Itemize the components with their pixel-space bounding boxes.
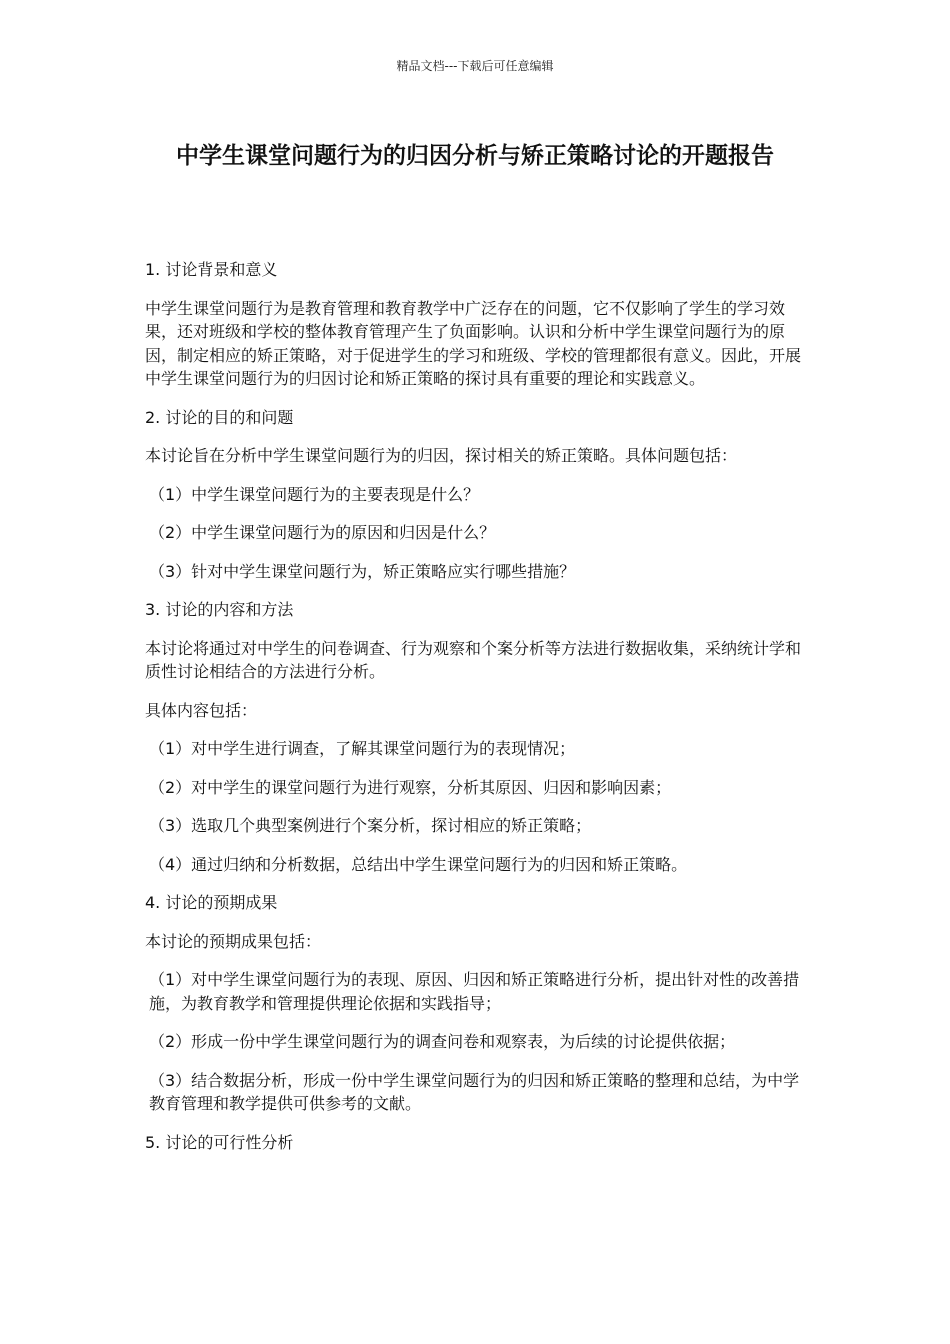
- paragraph-content-intro: 具体内容包括：: [145, 700, 258, 720]
- list-item: （3）针对中学生课堂问题行为，矫正策略应实行哪些措施？: [149, 561, 576, 581]
- list-item: （4）通过归纳和分析数据，总结出中学生课堂问题行为的归因和矫正策略。: [149, 854, 688, 874]
- list-item: （2）形成一份中学生课堂问题行为的调查问卷和观察表，为后续的讨论提供依据；: [149, 1032, 736, 1051]
- list-item: （1）对中学生进行调查，了解其课堂问题行为的表现情况；: [149, 739, 576, 758]
- document-body: [145, 258, 807, 1169]
- section-heading-1: 1. 讨论背景和意义: [145, 260, 278, 279]
- section-heading-2: 2. 讨论的目的和问题: [145, 407, 294, 427]
- list-item: （1）对中学生课堂问题行为的表现、原因、归因和矫正策略进行分析，提出针对性的改善措施，为教育教学和管理提供理论依据和实践指导；: [149, 970, 800, 1013]
- paragraph-method: 本讨论将通过对中学生的问卷调查、行为观察和个案分析等方法进行数据收集，采纳统计学和质性讨论相结合的方法进行分析。: [145, 638, 802, 681]
- paragraph-outcomes-intro: 本讨论的预期成果包括：: [145, 931, 322, 951]
- section-heading-3: 3. 讨论的内容和方法: [145, 600, 294, 619]
- list-item: （1）中学生课堂问题行为的主要表现是什么？: [149, 484, 480, 504]
- paragraph-purpose: 本讨论旨在分析中学生课堂问题行为的归因，探讨相关的矫正策略。具体问题包括：: [145, 446, 738, 465]
- header-note: 精品文档---下载后可任意编辑: [396, 59, 554, 73]
- paragraph-background: 中学生课堂问题行为是教育管理和教育教学中广泛存在的问题，它不仅影响了学生的学习效果，还对班级和学校的整体教育管理产生了负面影响。认识和分析中学生课堂问题行为的原因，制定相应的矫正策略，对于促进学生的学习和班级、学校的管理都很有意义。因此，开展中学生课堂问题行为的归因讨论和矫正策略的探讨具有重要的理论和实践意义。: [145, 298, 802, 388]
- section-heading-4: 4. 讨论的预期成果: [145, 893, 278, 912]
- list-item: （3）结合数据分析，形成一份中学生课堂问题行为的归因和矫正策略的整理和总结，为中学教育管理和教学提供可供参考的文献。: [149, 1070, 800, 1113]
- list-item: （2）中学生课堂问题行为的原因和归因是什么？: [149, 523, 496, 542]
- list-item: （3）选取几个典型案例进行个案分析，探讨相应的矫正策略；: [149, 816, 592, 835]
- section-heading-5: 5. 讨论的可行性分析: [145, 1132, 294, 1152]
- document-title: 中学生课堂问题行为的归因分析与矫正策略讨论的开题报告: [176, 143, 774, 169]
- list-item: （2）对中学生的课堂问题行为进行观察，分析其原因、归因和影响因素；: [149, 777, 672, 797]
